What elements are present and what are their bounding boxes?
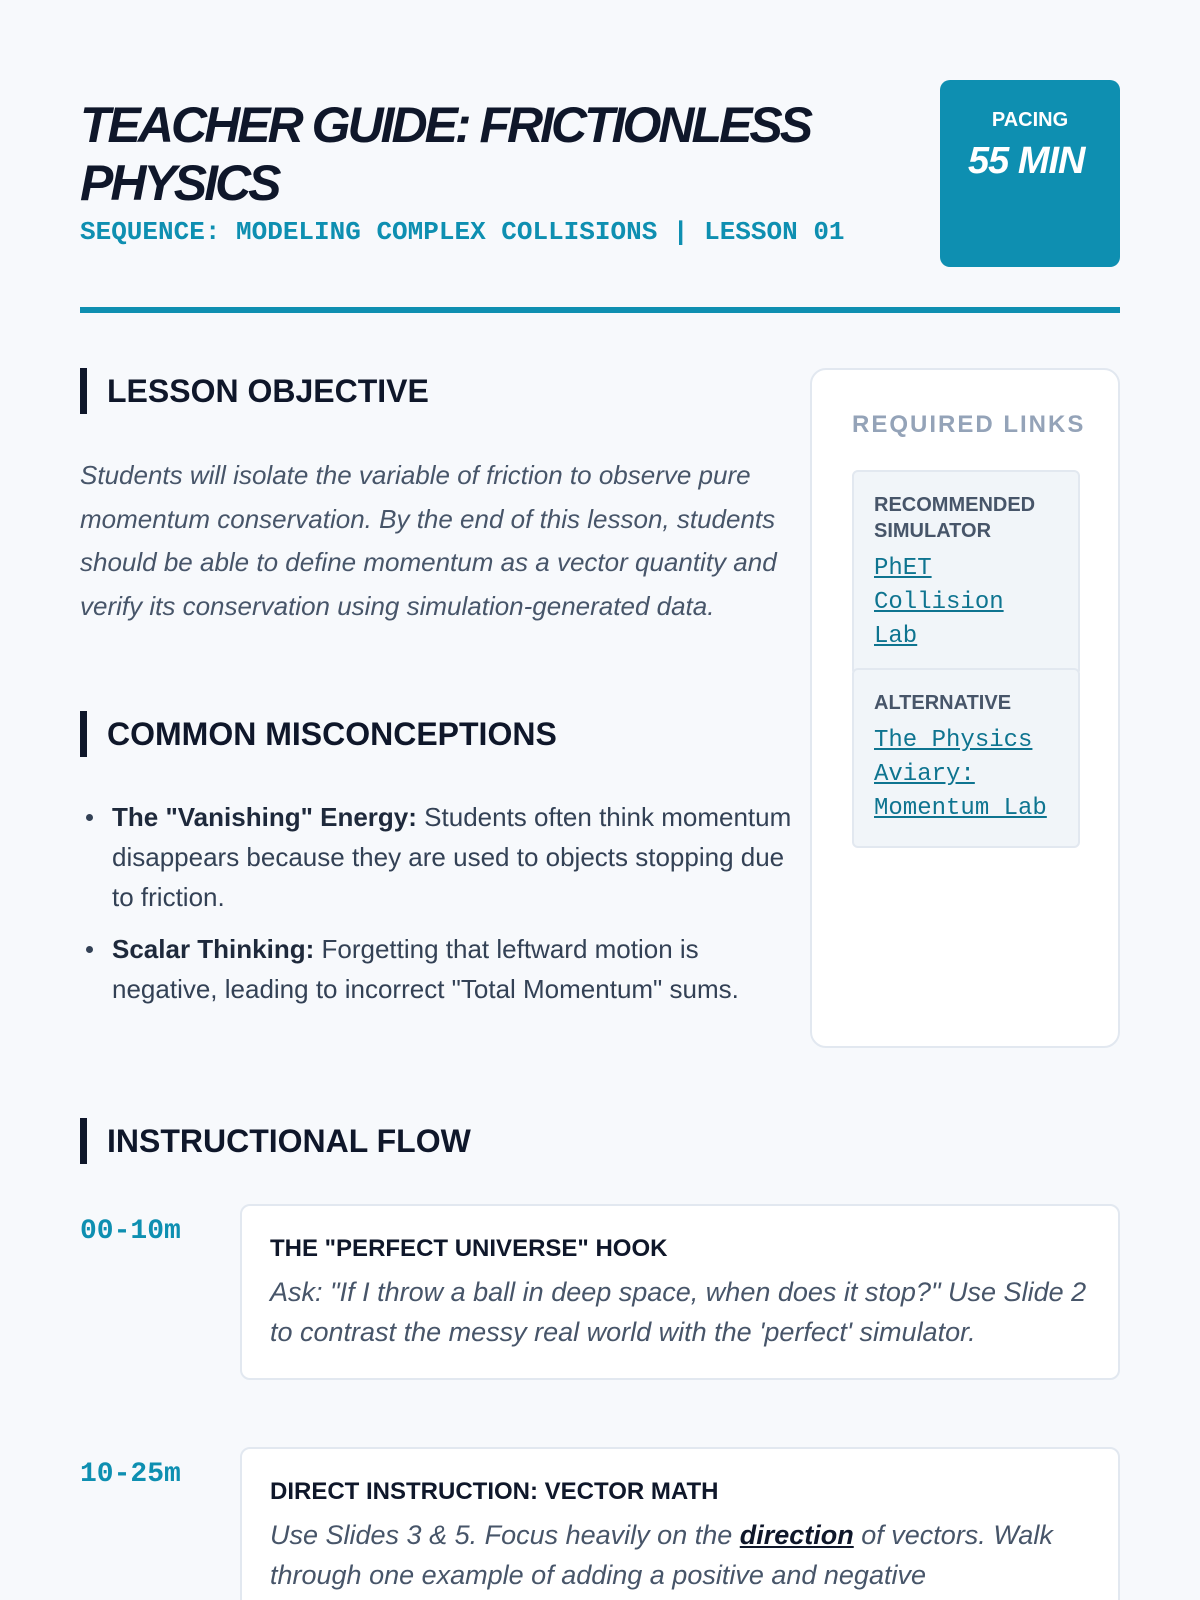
list-item: [112, 929, 792, 1009]
required-links-title: REQUIRED LINKS: [852, 411, 1086, 438]
guide-header: [80, 80, 1120, 312]
flow-card-body: [270, 1515, 1090, 1595]
objective-text: Students will isolate the variable of friction to observe pure momentum conservation. By the end of this lesson, students should be able to define momentum as a vector quantity and verify its conservation using simulation-generated data.: [80, 460, 777, 621]
teacher-guide-page: [80, 0, 1120, 1600]
link-label: ALTERNATIVE: [874, 692, 1012, 714]
misconception-text: Forgetting that leftward motion is negative, leading to incorrect "Total Momentum" sums.: [112, 934, 739, 1004]
flow-card: [240, 1204, 1120, 1380]
flow-body-emphasis: direction: [739, 1520, 854, 1550]
flow-heading: INSTRUCTIONAL FLOW: [80, 1118, 471, 1164]
misconception-term: Scalar Thinking:: [112, 934, 315, 964]
pacing-value: 55 MIN: [968, 140, 1085, 182]
flow-card: [240, 1447, 1120, 1600]
link-label: RECOMMENDED SIMULATOR: [874, 494, 1036, 542]
page-title: TEACHER GUIDE: FRICTIONLESS PHYSICS: [80, 97, 811, 211]
flow-card-title: DIRECT INSTRUCTION: VECTOR MATH: [270, 1478, 719, 1505]
misconception-text: Students often think momentum disappears because they are used to objects stopping due to friction.: [112, 802, 792, 912]
recommended-simulator-card: [852, 470, 1080, 676]
objective-heading: LESSON OBJECTIVE: [80, 368, 429, 414]
pacing-badge: [940, 80, 1120, 267]
flow-card-title: THE "PERFECT UNIVERSE" HOOK: [270, 1235, 668, 1262]
physics-aviary-link[interactable]: The Physics Aviary: Momentum Lab: [874, 727, 1047, 822]
misconception-term: The "Vanishing" Energy:: [112, 802, 417, 832]
misconceptions-heading: COMMON MISCONCEPTIONS: [80, 711, 557, 757]
sequence-subtitle: SEQUENCE: MODELING COMPLEX COLLISIONS | LESSON 01: [80, 217, 845, 247]
flow-body-text: of vectors. Walk through one example of adding a positive and negative: [270, 1520, 1053, 1590]
misconceptions-list: [112, 797, 792, 1021]
flow-time: 00-10m: [80, 1216, 181, 1247]
phet-collision-lab-link[interactable]: PhET Collision Lab: [874, 555, 1004, 650]
flow-time: 10-25m: [80, 1459, 181, 1490]
flow-card-body: Ask: "If I throw a ball in deep space, when does it stop?" Use Slide 2 to contrast the messy real world with the 'perfect' simulator.: [270, 1277, 1087, 1347]
header-divider: [80, 307, 1120, 313]
alternative-simulator-card: [852, 668, 1080, 848]
flow-body-text: Use Slides 3 & 5. Focus heavily on the: [270, 1520, 740, 1550]
required-links-panel: [810, 368, 1120, 1048]
pacing-label: PACING: [991, 109, 1069, 131]
list-item: [112, 797, 792, 917]
